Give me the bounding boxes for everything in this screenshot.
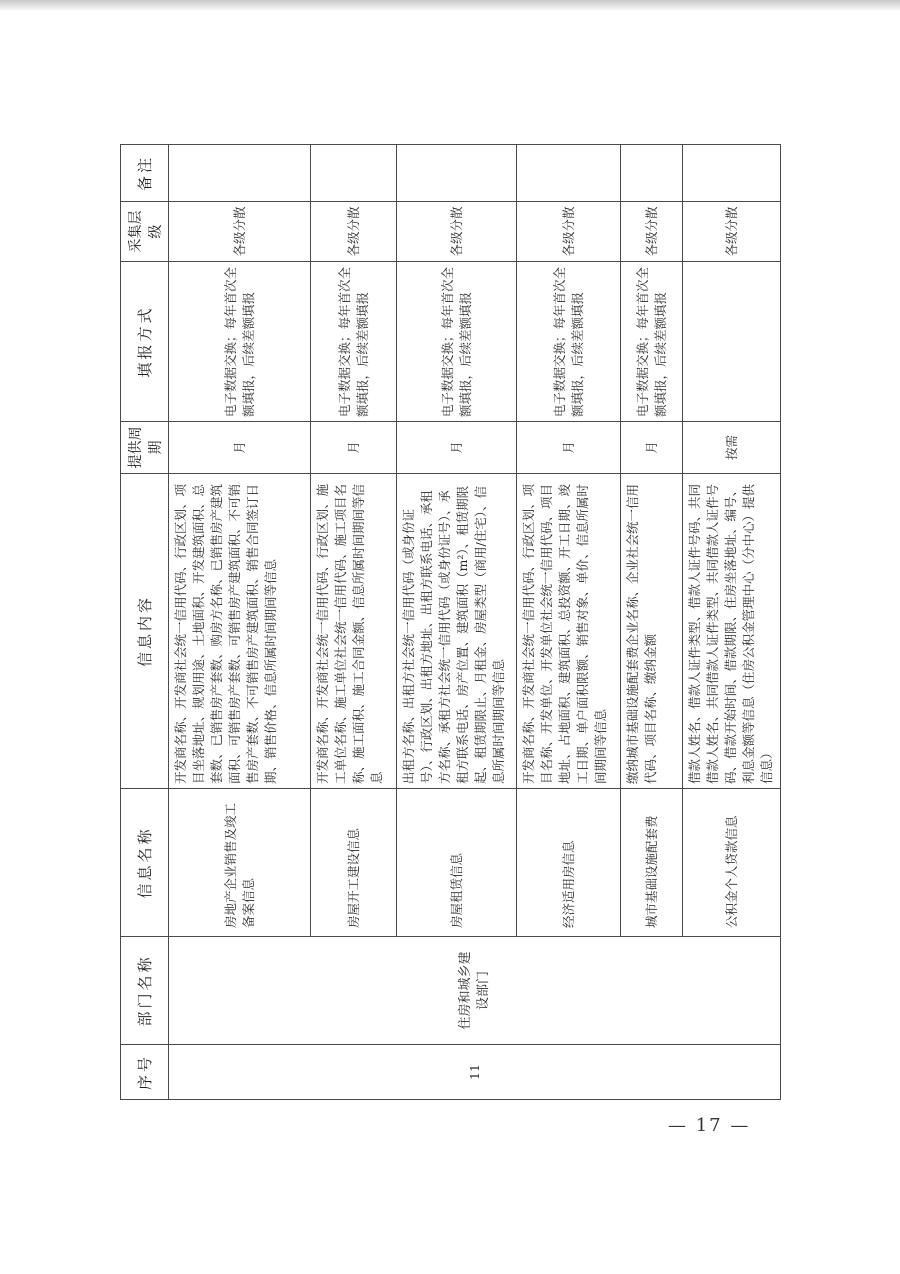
row-note — [683, 145, 781, 202]
row-info-content: 开发商名称、开发商社会统一信用代码、行政区划、施工单位名称、施工单位社会统一信用代码、施工项目名称、施工面积、施工合同金额、信息所属时间期间等信息 — [311, 474, 397, 789]
row-info-content: 开发商名称、开发商社会统一信用代码、行政区划、项目坐落地址、规划用途、土地面积、开发建筑面积、总套数、已销售房产套数、购房方名称、已销售房产建筑面积、可销售房产套数、可销售房产建筑面积、不可销售房产套数、不可销售房产建筑面积、销售合同签订日期、销售价格、信息所属时间期间等信息 — [169, 474, 311, 789]
row-info-content: 借款人姓名、借款人证件类型、借款人证件号码、共同借款人姓名、共同借款人证件类型、共同借款人证件号码、借款开始时间、借款期限、住房坐落地址、编号、利息金额等信息（住房公积金管理中心（分中心）提供信息） — [683, 474, 781, 789]
row-note — [311, 145, 397, 202]
row-info-content: 缴纳城市基础设施配套费企业名称、企业社会统一信用代码、项目名称、缴纳金额 — [621, 474, 683, 789]
row-level: 各级分散 — [683, 202, 781, 262]
header-info-content: 信息内容 — [121, 474, 169, 789]
row-info-content: 出租方名称、出租方社会统一信用代码（或身份证号）、行政区划、出租方地址、出租方联系电话、承租方名称、承租方社会统一信用代码（或身份证号）、承租方联系电话、房产位置、建筑面积（m²）、租赁期限起、租赁期限止、月租金、房屋类型（商用/住宅）、信息所属时间期间等信息 — [397, 474, 517, 789]
row-info-name: 城市基础设施配套费 — [621, 789, 683, 937]
row-period: 按需 — [683, 422, 781, 474]
row-method — [683, 262, 781, 422]
row-note — [621, 145, 683, 202]
row-info-name: 房地产企业销售及竣工备案信息 — [169, 789, 311, 937]
table-row — [169, 145, 311, 1100]
row-info-name: 房屋租赁信息 — [397, 789, 517, 937]
row-level: 各级分散 — [397, 202, 517, 262]
header-level: 采集层级 — [121, 202, 169, 262]
row-level: 各级分散 — [311, 202, 397, 262]
rotated-table-wrapper — [120, 145, 780, 1100]
header-info-name: 信息名称 — [121, 789, 169, 937]
row-method: 电子数据交换；每年首次全额填报，后续差额填报 — [311, 262, 397, 422]
row-note — [517, 145, 621, 202]
row-info-name: 经济适用房信息 — [517, 789, 621, 937]
header-period: 提供周期 — [121, 422, 169, 474]
header-method: 填报方式 — [121, 262, 169, 422]
header-note: 备注 — [121, 145, 169, 202]
row-method: 电子数据交换；每年首次全额填报，后续差额填报 — [621, 262, 683, 422]
row-info-content: 开发商名称、开发商社会统一信用代码、行政区划、项目名称、开发单位、开发单位社会统一信用代码、项目地址、占地面积、建筑面积、总投资额、开工日期、竣工日期、单户面积限额、销售对象、单价、信息所属时间期间等信息 — [517, 474, 621, 789]
scan-edge-shade — [0, 0, 900, 10]
row-level: 各级分散 — [517, 202, 621, 262]
row-method: 电子数据交换；每年首次全额填报，后续差额填报 — [169, 262, 311, 422]
row-level: 各级分散 — [621, 202, 683, 262]
row-period: 月 — [621, 422, 683, 474]
row-info-name: 公积金个人贷款信息 — [683, 789, 781, 937]
row-level: 各级分散 — [169, 202, 311, 262]
group-seq: 11 — [169, 1045, 781, 1100]
group-dept: 住房和城乡建设部门 — [169, 937, 781, 1045]
row-period: 月 — [517, 422, 621, 474]
page-number: — 17 — — [668, 1115, 751, 1136]
row-period: 月 — [311, 422, 397, 474]
row-note — [169, 145, 311, 202]
row-note — [397, 145, 517, 202]
header-seq: 序号 — [121, 1045, 169, 1100]
info-catalog-table — [120, 144, 781, 1100]
row-period: 月 — [169, 422, 311, 474]
row-method: 电子数据交换；每年首次全额填报，后续差额填报 — [517, 262, 621, 422]
row-method: 电子数据交换；每年首次全额填报，后续差额填报 — [397, 262, 517, 422]
row-period: 月 — [397, 422, 517, 474]
header-dept: 部门名称 — [121, 937, 169, 1045]
row-info-name: 房屋开工建设信息 — [311, 789, 397, 937]
header-row — [121, 145, 169, 1100]
